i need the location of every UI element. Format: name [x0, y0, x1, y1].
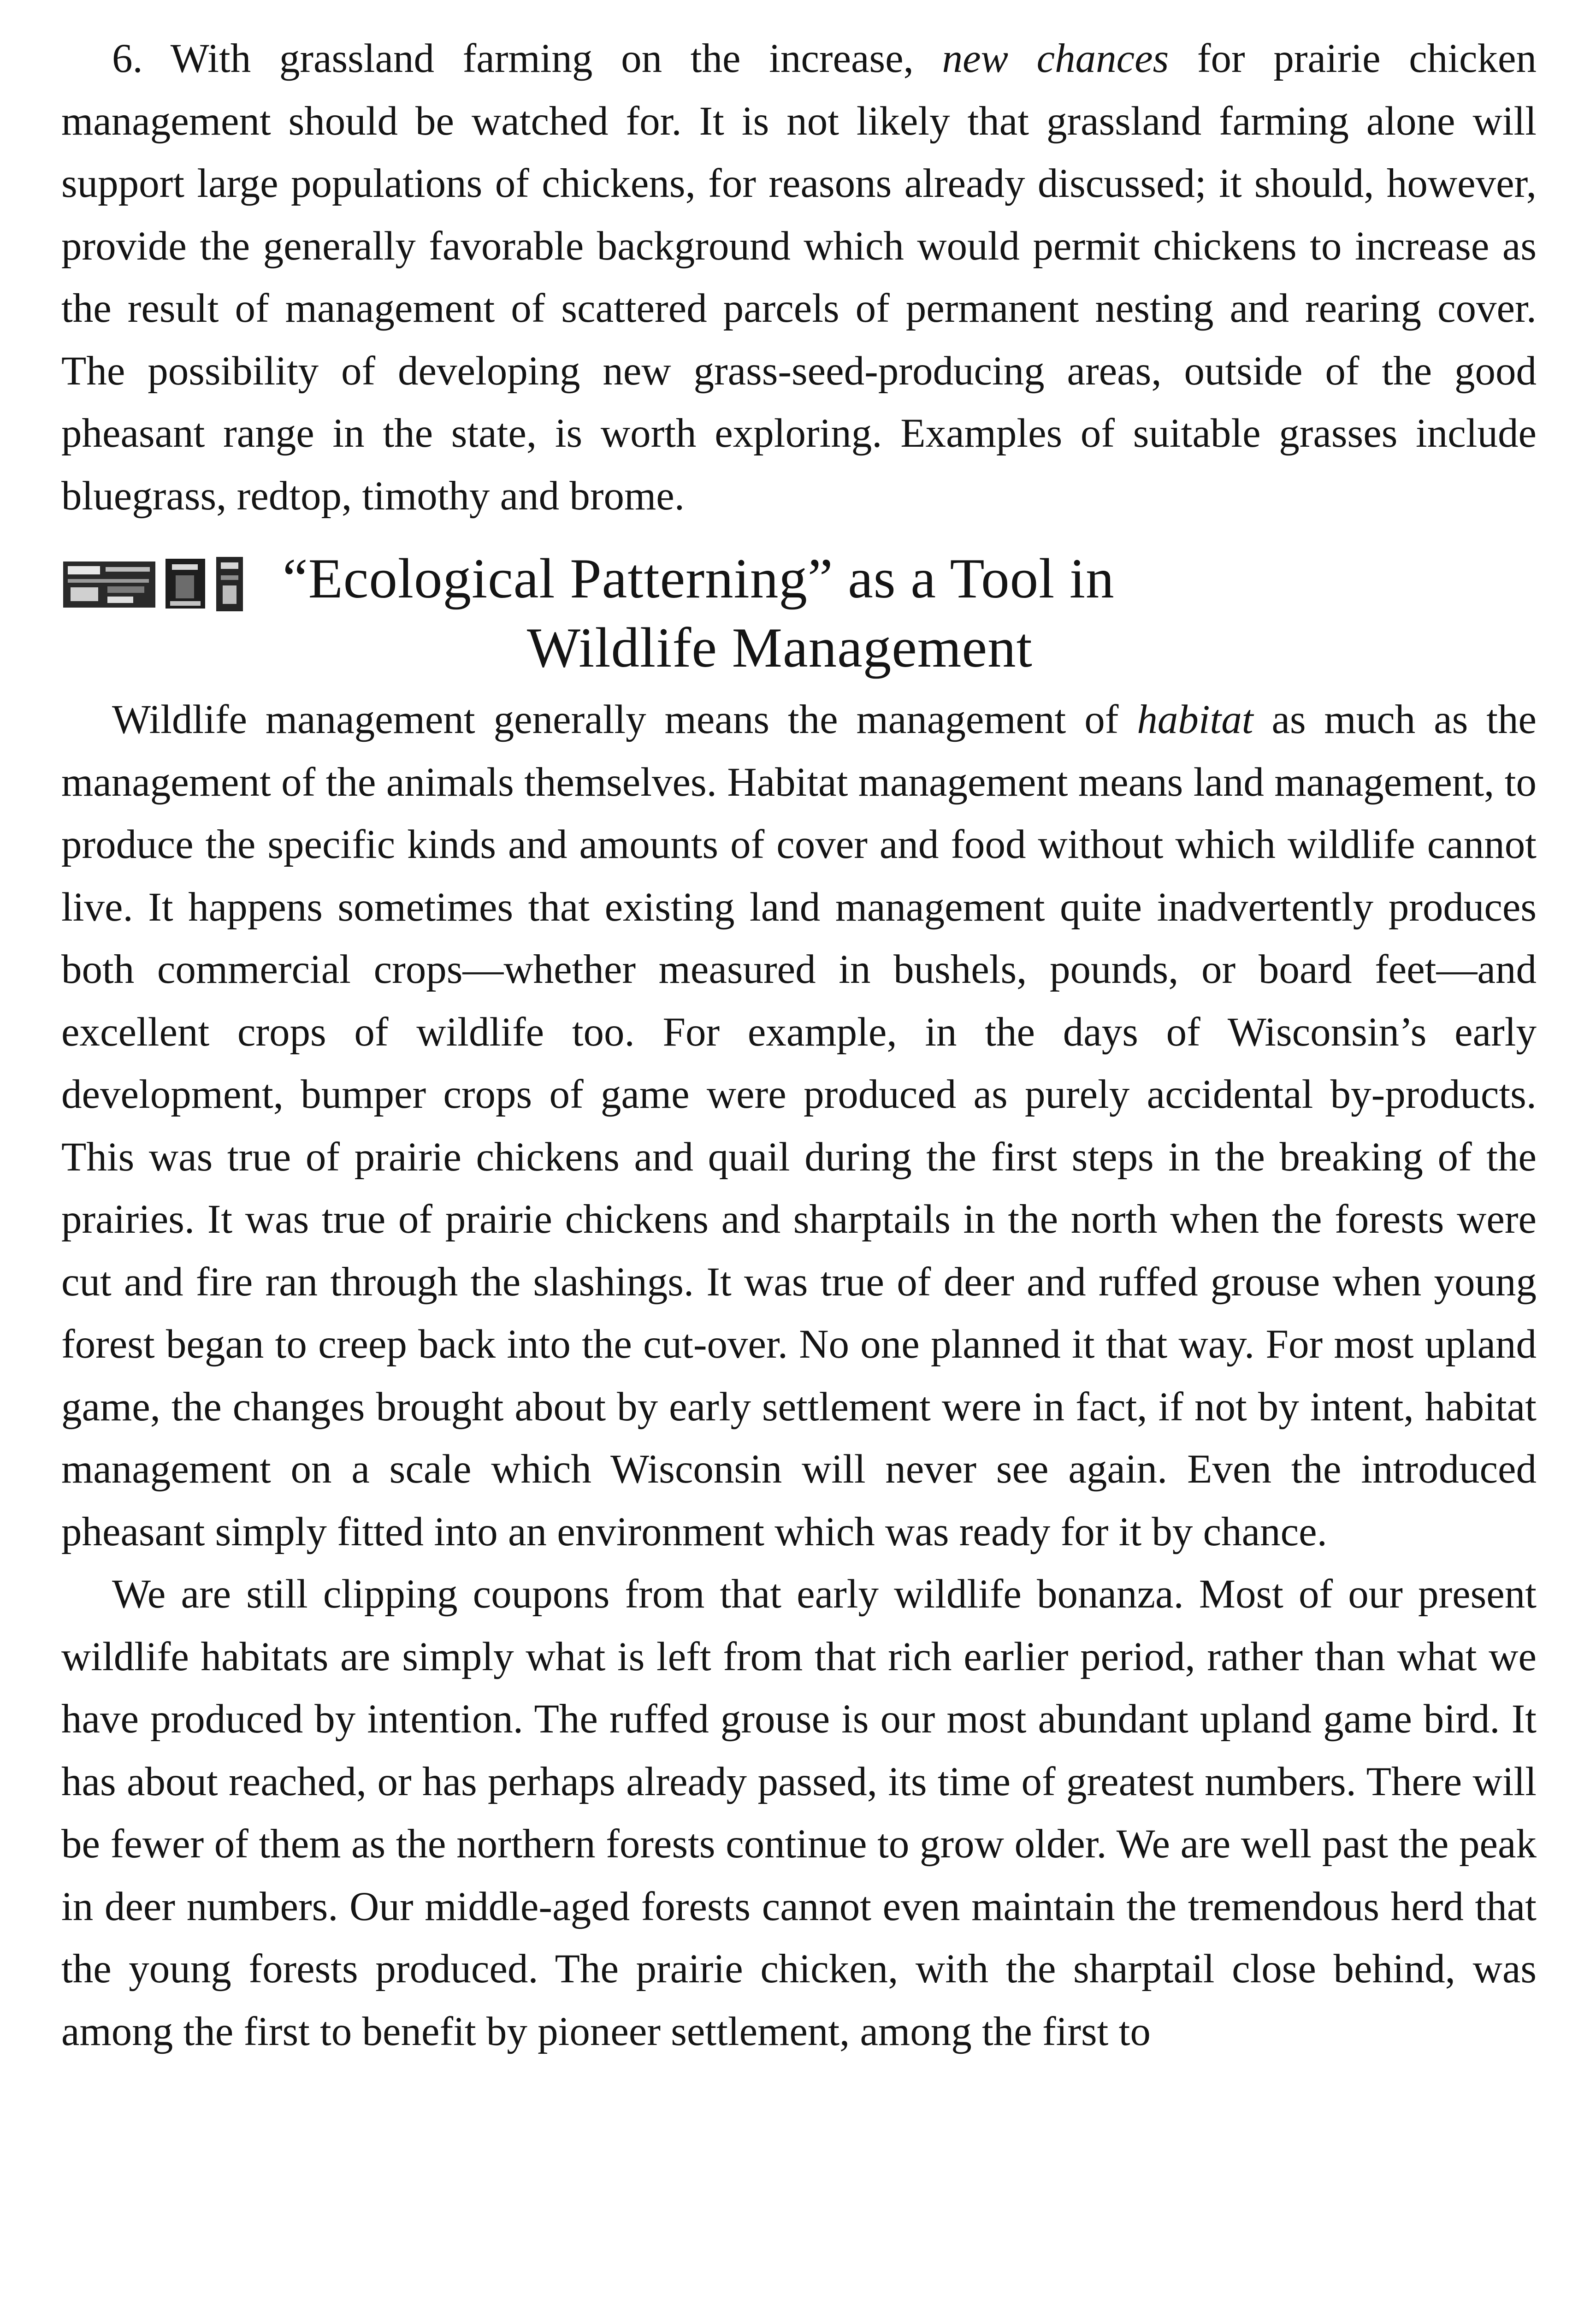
paragraph-6	[61, 28, 1537, 527]
section-paragraph-1-emphasis: habitat	[1137, 697, 1253, 742]
section-paragraph-2: We are still clipping coupons from that early wildlife bonanza. Most of our present wildlife habitats are simply what is left from that rich earlier period, rather than what we have produced by intention. The ruffed grouse is our most abundant upland game bird. It has about reached, or has perhaps already passed, its time of greatest numbers. There will be fewer of them as the northern forests continue to grow older. We are well past the peak in deer numbers. Our middle-aged forests cannot even maintain the tremendous herd that the young forests produced. The prairie chicken, with the sharptail close behind, was among the first to benefit by pioneer settlement, among the first to	[61, 1572, 1537, 2054]
section-heading-line-1: “Ecological Patterning” as a Tool in	[283, 547, 1115, 610]
paragraph-6-emphasis: new chances	[942, 36, 1169, 81]
section-heading	[283, 544, 1537, 682]
decorative-ornament-icon	[61, 557, 260, 611]
section-paragraph-1-text-before: Wildlife management generally means the management of	[112, 697, 1137, 742]
paragraph-6-text-after: for prairie chicken management should be watched for. It is not likely that grassland farming alone will support large populations of chickens, for reasons already discussed; it should, however, provide the generally favorable background which would permit chickens to increase as the result of management of scattered parcels of permanent nesting and rearing cover. The possibility of developing new grass-seed-producing areas, outside of the good pheasant range in the state, is worth exploring. Examples of suitable grasses include bluegrass, redtop, timothy and brome.	[61, 36, 1537, 519]
section-heading-block	[61, 544, 1537, 682]
book-page	[61, 28, 1537, 2063]
section-paragraph-1-text-after: as much as the management of the animals themselves. Habitat management means land management, to produce the specific kinds and amounts of cover and food without which wildlife cannot live. It happens sometimes that existing land management quite inadvertently produces both commercial crops—whether measured in bushels, pounds, or board feet—and excellent crops of wildlife too. For example, in the days of Wisconsin’s early development, bumper crops of game were produced as purely accidental by-products. This was true of prairie chickens and quail during the first steps in the breaking of the prairies. It was true of prairie chickens and sharptails in the north when the forests were cut and fire ran through the slashings. It was true of deer and ruffed grouse when young forest began to creep back into the cut-over. No one planned it that way. For most upland game, the changes brought about by early settlement were in fact, if not by intent, habitat management on a scale which Wisconsin will never see again. Even the introduced pheasant simply fitted into an environment which was ready for it by chance.	[61, 697, 1537, 1554]
paragraph-6-text-before: 6. With grassland farming on the increase,	[112, 36, 942, 81]
section-heading-line-2: Wildlife Management	[527, 616, 1033, 679]
section-paragraph-1	[61, 689, 1537, 1563]
